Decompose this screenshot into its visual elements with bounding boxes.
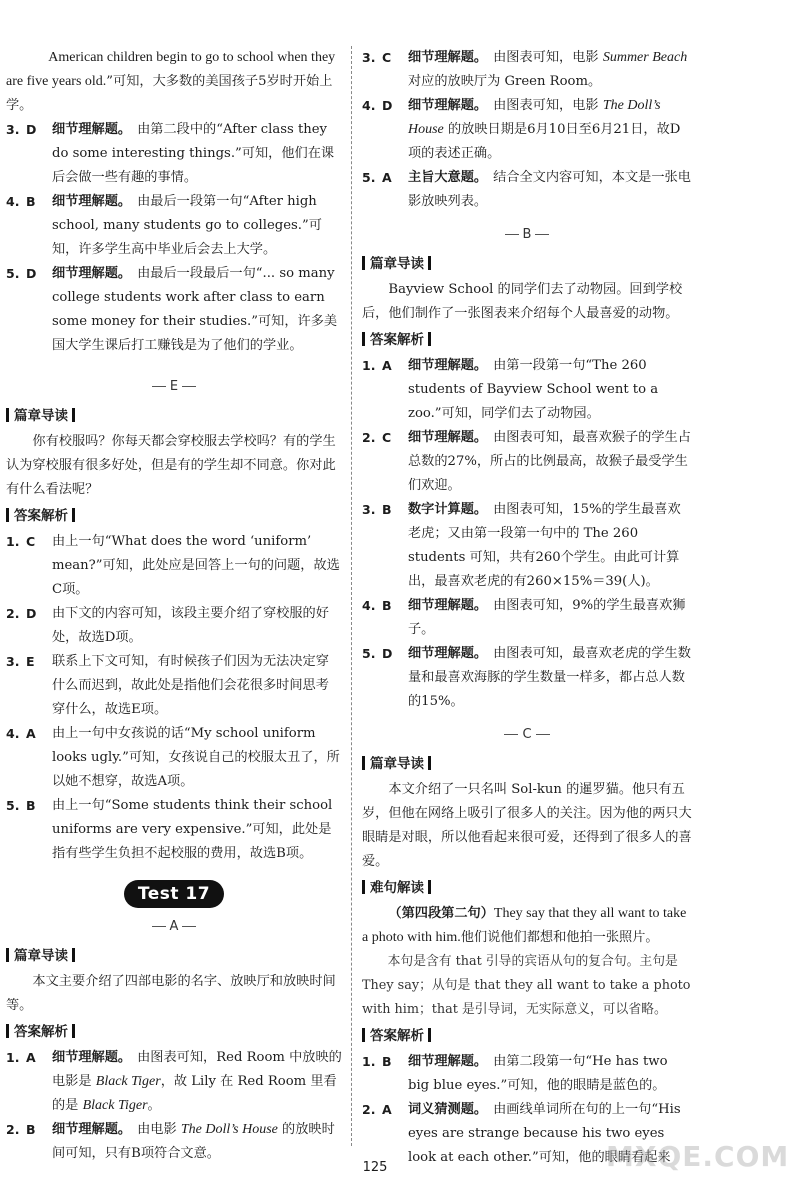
answer-text: 细节理解题。 由电影 The Doll’s House 的放映时间可知，只有B项符合文意。 bbox=[52, 1122, 335, 1161]
answer-text bbox=[408, 354, 692, 426]
answer-text: 联系上下文可知，有时候孩子们因为无法决定穿什么而迟到，故此处是指他们会花很多时间思考穿什么，故选E项。 bbox=[52, 654, 329, 717]
hard-sentence-heading: 难句解读 bbox=[362, 876, 692, 900]
section-letter: B bbox=[522, 227, 532, 242]
question-type: 细节理解题。 bbox=[408, 50, 488, 65]
movie-title: The Doll’s House bbox=[180, 1122, 278, 1137]
guide-paragraph: Bayview School 的同学们去了动物园。回到学校后，他们制作了一张图表来介绍每个人最喜爱的动物。 bbox=[362, 282, 683, 321]
movie-title: Summer Beach bbox=[602, 50, 688, 65]
explanation: 由画线单词所在句的上一句“His eyes are strange because his two eyes look at each other.”可知，他的眼睛看起来 bbox=[408, 1102, 681, 1165]
answer-item bbox=[362, 1050, 692, 1098]
question-type: 细节理解题。 bbox=[408, 98, 488, 113]
question-type: 细节理解题。 bbox=[408, 598, 488, 613]
answer-number: 2. bbox=[6, 606, 20, 621]
left-column bbox=[6, 46, 342, 1166]
answer-option: D bbox=[382, 98, 393, 113]
answer-item bbox=[6, 722, 342, 794]
continuation-paragraph bbox=[6, 46, 342, 118]
section-letter: A bbox=[169, 919, 179, 934]
answer-option: C bbox=[382, 430, 392, 445]
question-type: 细节理解题。 bbox=[408, 358, 488, 373]
answer-heading: 答案解析 bbox=[362, 1024, 692, 1048]
answer-number: 5. bbox=[6, 798, 20, 813]
section-heading-a bbox=[6, 914, 342, 940]
answer-heading: 答案解析 bbox=[362, 328, 692, 352]
answer-text bbox=[408, 1050, 692, 1098]
answer-text bbox=[52, 190, 342, 262]
answer-option: A bbox=[26, 726, 36, 741]
question-type: 细节理解题。 bbox=[52, 122, 132, 137]
answer-item bbox=[6, 1118, 342, 1166]
question-type: 细节理解题。 bbox=[52, 266, 132, 281]
answer-option: B bbox=[26, 194, 36, 209]
explanation: 由图表可知，最喜欢猴子的学生占总数的27%，所占的比例最高，故猴子最受学生们欢迎。 bbox=[408, 430, 691, 493]
answer-option: D bbox=[26, 122, 37, 137]
answer-text: 细节理解题。 由图表可知，Red Room 中放映的电影是 Black Tiger，故 Lily 在 Red Room 里看的是 Black Tiger。 bbox=[52, 1050, 342, 1113]
hard-sentence bbox=[362, 902, 692, 950]
question-type: 细节理解题。 bbox=[408, 1054, 488, 1069]
answer-option: C bbox=[382, 50, 392, 65]
answer-item bbox=[6, 530, 342, 602]
answer-text: 由上一句中女孩说的话“My school uniform looks ugly.”可知，女孩说自己的校服太丑了，所以她不想穿，故选A项。 bbox=[52, 726, 340, 789]
guide-paragraph: 你有校服吗？你每天都会穿校服去学校吗？有的学生认为穿校服有很多好处，但是有的学生却不同意。你对此有什么看法呢？ bbox=[6, 434, 336, 497]
answer-item bbox=[362, 498, 692, 594]
answer-option: A bbox=[382, 1102, 392, 1117]
question-type: 细节理解题。 bbox=[52, 1050, 132, 1065]
guide-heading: 篇章导读 bbox=[362, 252, 692, 276]
movie-title: Black Tiger bbox=[82, 1098, 148, 1113]
explanation: 由第一段第一句“The 260 students of Bayview School went to a zoo.”可知，同学们去了动物园。 bbox=[408, 358, 659, 421]
answer-option: B bbox=[382, 1054, 392, 1069]
explanation: 由图表可知，9%的学生最喜欢狮子。 bbox=[408, 598, 686, 637]
answer-number: 5. bbox=[362, 646, 376, 661]
answer-number: 1. bbox=[6, 534, 20, 549]
guide-paragraph: 本文介绍了一只名叫 Sol-kun 的暹罗猫。他只有五岁，但他在网络上吸引了很多人的关注。因为他的两只大眼睛是对眼，所以他看起来很可爱，还得到了很多人的喜爱。 bbox=[362, 782, 692, 869]
question-type: 词义猜测题。 bbox=[408, 1102, 488, 1117]
answer-option: B bbox=[382, 598, 392, 613]
answer-text: 细节理解题。 由图表可知，电影 Summer Beach 对应的放映厅为 Green Room。 bbox=[408, 50, 688, 89]
answer-number: 1. bbox=[362, 1054, 376, 1069]
answer-text: 由下文的内容可知，该段主要介绍了穿校服的好处，故选D项。 bbox=[52, 606, 329, 645]
answer-text bbox=[52, 118, 342, 190]
column-divider bbox=[351, 46, 352, 1146]
answer-option: E bbox=[26, 654, 35, 669]
answer-option: C bbox=[26, 534, 36, 549]
explanation: 由第二段中的“After class they do some interesting things.”可知，他们在课后会做一些有趣的事情。 bbox=[52, 122, 335, 185]
question-type: 细节理解题。 bbox=[408, 430, 488, 445]
answer-text bbox=[408, 642, 692, 714]
explanation: 由图表可知，15%的学生最喜欢老虎；又由第一段第一句中的 The 260 students 可知，共有260个学生。由此可计算出，最喜欢老虎的有260×15%＝39(人)。 bbox=[408, 502, 681, 589]
hard-sentence-label: （第四段第二句） bbox=[388, 906, 494, 921]
answer-number: 3. bbox=[6, 654, 20, 669]
answer-item bbox=[362, 46, 692, 94]
page-number: 125 bbox=[362, 1160, 388, 1175]
watermark-logo bbox=[606, 1140, 789, 1186]
watermark-text: MXQE.COM bbox=[606, 1140, 789, 1173]
answer-item bbox=[6, 190, 342, 262]
section-heading-b bbox=[362, 222, 692, 248]
answer-item bbox=[6, 650, 342, 722]
answer-item bbox=[362, 594, 692, 642]
answer-text bbox=[408, 498, 692, 594]
answer-number: 2. bbox=[362, 1102, 376, 1117]
answer-option: A bbox=[26, 1050, 36, 1065]
question-type: 数字计算题。 bbox=[408, 502, 488, 517]
grammar-note: 本句是含有 that 引导的宾语从句的复合句。主句是 They say；从句是 that they all want to take a photo with him；that 是引导词，无实际意义，可以省略。 bbox=[362, 954, 691, 1017]
answer-heading: 答案解析 bbox=[6, 504, 342, 528]
answer-option: B bbox=[26, 1122, 36, 1137]
explanation: 由最后一段第一句“After high school, many students go to colleges.”可知，许多学生高中毕业后会去上大学。 bbox=[52, 194, 322, 257]
answer-option: A bbox=[382, 358, 392, 373]
answer-item bbox=[6, 118, 342, 190]
movie-title: The Doll’s House bbox=[408, 98, 661, 137]
hard-sentence-translation: 他们说他们都想和他拍一张照片。 bbox=[460, 930, 659, 945]
explanation: 由第二段第一句“He has two big blue eyes.”可知，他的眼睛是蓝色的。 bbox=[408, 1054, 668, 1093]
answer-number: 4. bbox=[6, 194, 20, 209]
question-type: 细节理解题。 bbox=[52, 194, 132, 209]
answer-item bbox=[6, 262, 342, 358]
answer-item bbox=[6, 794, 342, 866]
section-heading-e bbox=[6, 374, 342, 400]
answer-text: 细节理解题。 由图表可知，电影 The Doll’s House 的放映日期是6月10日至6月21日，故D项的表述正确。 bbox=[408, 98, 681, 161]
answer-item bbox=[362, 354, 692, 426]
guide-heading: 篇章导读 bbox=[362, 752, 692, 776]
answer-number: 5. bbox=[6, 266, 20, 281]
answer-text bbox=[408, 426, 692, 498]
question-type: 细节理解题。 bbox=[52, 1122, 132, 1137]
answer-option: B bbox=[382, 502, 392, 517]
section-letter: C bbox=[522, 727, 532, 742]
answer-option: B bbox=[26, 798, 36, 813]
answer-number: 4. bbox=[362, 98, 376, 113]
answer-option: A bbox=[382, 170, 392, 185]
answer-item bbox=[6, 1046, 342, 1118]
answer-number: 3. bbox=[362, 50, 376, 65]
answer-text bbox=[408, 166, 692, 214]
answer-option: D bbox=[382, 646, 393, 661]
answer-item bbox=[362, 426, 692, 498]
answer-number: 3. bbox=[362, 502, 376, 517]
movie-title: Black Tiger bbox=[95, 1074, 161, 1089]
cont-chinese: ”可知，大多数的美国孩子5岁时开始上学。 bbox=[6, 74, 333, 113]
answer-text: 由上一句“Some students think their school uniforms are very expensive.”可知，此处是指有些学生负担不起校服的费用，故选B项。 bbox=[52, 798, 333, 861]
answer-option: D bbox=[26, 606, 37, 621]
answer-number: 4. bbox=[6, 726, 20, 741]
answer-item bbox=[362, 166, 692, 214]
explanation: 由最后一段最后一句“... so many college students work after class to earn some money for their studies.”可知，许多美国大学生课后打工赚钱是为了他们的学业。 bbox=[52, 266, 338, 353]
answer-text: 由上一句“What does the word ‘uniform’ mean?”可知，此处应是回答上一句的问题，故选C项。 bbox=[52, 534, 340, 597]
guide-heading: 篇章导读 bbox=[6, 944, 342, 968]
answer-option: D bbox=[26, 266, 37, 281]
answer-heading: 答案解析 bbox=[6, 1020, 342, 1044]
answer-number: 2. bbox=[362, 430, 376, 445]
explanation: 由图表可知，最喜欢老虎的学生数量和最喜欢海豚的学生数量一样多，都占总人数的15%。 bbox=[408, 646, 691, 709]
question-type: 主旨大意题。 bbox=[408, 170, 488, 185]
explanation: 结合全文内容可知，本文是一张电影放映列表。 bbox=[408, 170, 691, 209]
test-label: Test 17 bbox=[124, 880, 224, 908]
answer-number: 2. bbox=[6, 1122, 20, 1137]
guide-heading: 篇章导读 bbox=[6, 404, 342, 428]
answer-number: 4. bbox=[362, 598, 376, 613]
question-type: 细节理解题。 bbox=[408, 646, 488, 661]
guide-paragraph: 本文主要介绍了四部电影的名字、放映厅和放映时间等。 bbox=[6, 974, 336, 1013]
answer-number: 3. bbox=[6, 122, 20, 137]
answer-text bbox=[52, 262, 342, 358]
answer-text bbox=[408, 594, 692, 642]
answer-item bbox=[6, 602, 342, 650]
answer-number: 1. bbox=[6, 1050, 20, 1065]
answer-item bbox=[362, 642, 692, 714]
answer-number: 5. bbox=[362, 170, 376, 185]
answer-number: 1. bbox=[362, 358, 376, 373]
hard-sentence-english: They say that they all want to take a photo with him. bbox=[362, 906, 687, 945]
section-heading-c bbox=[362, 722, 692, 748]
right-column bbox=[362, 46, 692, 1170]
cont-english: American children begin to go to school when they are five years old. bbox=[6, 50, 336, 89]
section-letter: E bbox=[169, 379, 179, 394]
answer-item bbox=[362, 94, 692, 166]
